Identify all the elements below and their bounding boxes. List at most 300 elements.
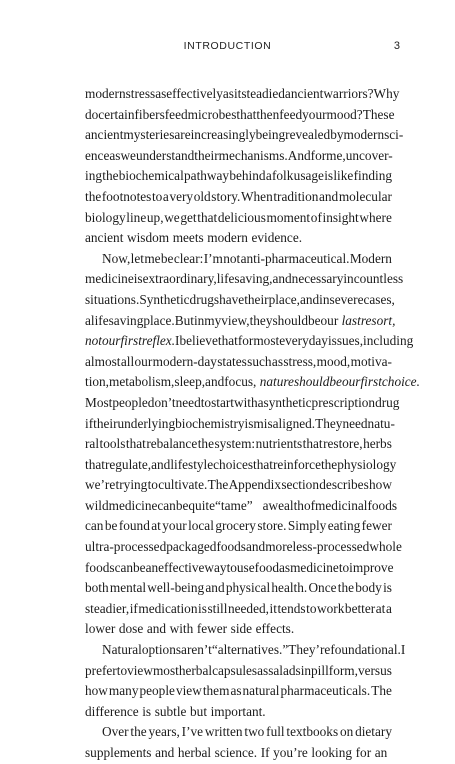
word: describes	[319, 477, 369, 493]
text-line	[85, 105, 395, 126]
word: to	[200, 394, 212, 410]
word: textbooks	[286, 724, 339, 740]
word: ing	[85, 168, 102, 184]
word: medicine	[290, 559, 339, 575]
word: evidence.	[251, 230, 303, 246]
word: situations.	[85, 291, 140, 307]
word: if	[85, 415, 94, 431]
word: with	[169, 621, 194, 637]
word: by	[330, 127, 344, 143]
word: natu-	[367, 415, 395, 431]
text-line	[85, 146, 392, 167]
word: needed,	[227, 600, 269, 616]
word: revealed	[285, 127, 331, 143]
word: for	[237, 333, 254, 349]
word: store.	[257, 518, 287, 534]
word: foods	[367, 497, 398, 513]
text-line	[85, 496, 398, 517]
word: an	[374, 745, 388, 760]
word: that	[236, 106, 257, 122]
word: medicinal	[315, 497, 368, 513]
word: can	[157, 497, 176, 513]
word: looking	[311, 745, 353, 760]
word: I	[175, 333, 180, 349]
word: usage	[293, 168, 324, 184]
word: all	[120, 353, 135, 369]
word: and	[299, 291, 320, 307]
word: options	[141, 642, 182, 658]
text-line	[85, 640, 406, 661]
word: states	[217, 353, 247, 369]
word: mechanisms.	[218, 147, 288, 163]
word: physiology	[337, 456, 397, 472]
text-line	[85, 619, 392, 640]
word: their	[93, 415, 118, 431]
word: increasingly	[190, 127, 256, 143]
word: two	[244, 724, 265, 740]
word: at	[151, 518, 161, 534]
word: how	[369, 477, 392, 493]
word: is	[244, 415, 254, 431]
word: work	[317, 600, 345, 616]
word: me,	[326, 147, 346, 163]
word: should	[272, 312, 308, 328]
word: delicious	[217, 209, 266, 225]
word: almost	[85, 353, 121, 369]
paragraph	[85, 722, 392, 763]
word: like	[333, 168, 354, 184]
text-line	[85, 208, 392, 229]
word: lifestyle	[170, 456, 214, 472]
word: Appendix	[228, 477, 282, 493]
word: If	[260, 745, 270, 760]
word: in	[193, 312, 205, 328]
word: cultivate.	[158, 477, 208, 493]
word: most	[152, 662, 179, 678]
word: pill	[311, 662, 329, 678]
word: lifesaving,	[216, 271, 273, 287]
word: prefer	[85, 662, 117, 678]
word: not	[223, 250, 241, 266]
paragraph	[85, 640, 406, 722]
word: and	[155, 745, 175, 760]
word: difference	[85, 703, 139, 719]
word: that	[253, 456, 273, 472]
word: the	[197, 436, 214, 452]
word: don’t	[147, 394, 176, 410]
word: feed	[164, 106, 188, 122]
word: in	[343, 271, 354, 287]
text-line	[85, 722, 392, 743]
word: warriors?	[323, 86, 374, 101]
text-line	[85, 166, 392, 187]
word: quite	[188, 497, 215, 513]
italic-word: reflex.	[141, 333, 176, 349]
word: nutrients	[255, 436, 303, 452]
word: as	[271, 353, 283, 369]
word: still	[207, 600, 228, 616]
word: trying	[115, 477, 148, 493]
word: a	[385, 600, 392, 616]
word: dietary	[355, 724, 392, 740]
word: Synthetic	[139, 291, 190, 307]
word: The	[371, 683, 392, 699]
word: biology	[85, 209, 126, 225]
text-line	[85, 331, 414, 352]
word: But	[174, 312, 194, 328]
word: restore,	[323, 436, 363, 452]
word: both	[85, 580, 109, 596]
word: of	[303, 497, 316, 513]
word: in	[319, 291, 330, 307]
word: view	[127, 662, 153, 678]
page-number: 3	[393, 40, 400, 52]
word: an	[145, 559, 159, 575]
word: tion,	[85, 374, 110, 390]
italic-word: be	[329, 374, 342, 390]
word: do	[85, 106, 99, 122]
word: biochemical	[118, 168, 184, 184]
word: pathway	[184, 168, 230, 184]
word: very	[169, 188, 194, 204]
word: fewer	[196, 621, 228, 637]
word: steadied	[241, 86, 285, 101]
word: system:	[214, 436, 256, 452]
word: with	[233, 394, 258, 410]
word: them	[202, 683, 230, 699]
word: mysteries	[123, 127, 175, 143]
text-line	[85, 743, 392, 764]
text-line	[85, 434, 392, 455]
text-line	[85, 290, 395, 311]
word: found	[118, 518, 150, 534]
word: as	[222, 86, 234, 101]
word: to	[226, 559, 237, 575]
italic-word: last	[341, 312, 361, 328]
word: When	[240, 188, 273, 204]
word: we	[120, 147, 136, 163]
word: lower	[85, 621, 116, 637]
word: a	[257, 394, 264, 410]
word: be	[133, 559, 146, 575]
word: extraordinary,	[142, 271, 217, 287]
word: metabolism,	[109, 374, 175, 390]
word: folk	[271, 168, 294, 184]
running-head: INTRODUCTION	[183, 40, 272, 52]
word: clear:	[173, 250, 204, 266]
page-header	[0, 40, 455, 60]
word: is	[142, 703, 152, 719]
italic-word: first	[360, 374, 382, 390]
word: to	[306, 600, 317, 616]
word: then	[256, 106, 280, 122]
word: grocery	[215, 518, 256, 534]
word: on	[339, 724, 354, 740]
word: foods	[216, 539, 246, 555]
word: their	[194, 147, 219, 163]
text-line	[85, 558, 392, 579]
word: view,	[221, 312, 250, 328]
word: mental	[109, 580, 147, 596]
word: story.	[211, 188, 241, 204]
word: certain	[98, 106, 135, 122]
word: anti-pharmaceutical.	[240, 250, 350, 266]
word: modern-day	[152, 353, 217, 369]
word: be	[160, 250, 174, 266]
word: that	[85, 456, 105, 472]
word: salads	[268, 662, 301, 678]
word: packaged	[166, 539, 217, 555]
word: necessary	[291, 271, 344, 287]
word: form,	[328, 662, 358, 678]
italic-word: not	[85, 333, 102, 349]
word: if	[129, 600, 138, 616]
word: tradition	[273, 188, 319, 204]
word: drugs	[189, 291, 220, 307]
word: dose	[118, 621, 144, 637]
word: a	[265, 168, 272, 184]
word: most	[253, 333, 280, 349]
italic-word: nature	[259, 374, 294, 390]
word: but	[190, 703, 208, 719]
word: is	[198, 600, 207, 616]
word: we’re	[85, 477, 116, 493]
word: microbes	[187, 106, 237, 122]
text-line	[85, 599, 392, 620]
word: ancient	[85, 127, 124, 143]
word: mood?	[326, 106, 363, 122]
word: steadier,	[85, 600, 130, 616]
word: important.	[210, 703, 266, 719]
word: to	[338, 559, 350, 575]
word: up,	[146, 209, 164, 225]
word: years,	[148, 724, 180, 740]
word: reinforce	[272, 456, 321, 472]
word: modern	[343, 127, 385, 143]
word: a	[162, 188, 169, 204]
word: your	[162, 518, 187, 534]
word: prescription	[311, 394, 376, 410]
word: “tame”	[214, 497, 263, 513]
word: modern	[207, 230, 248, 246]
text-line	[85, 661, 392, 682]
word: countless	[353, 271, 404, 287]
word: ancient	[284, 86, 324, 101]
word: insight	[322, 209, 359, 225]
word: capsules	[212, 662, 258, 678]
text-line	[85, 311, 396, 332]
word: wealth	[268, 497, 304, 513]
word: people	[139, 683, 175, 699]
word: are	[174, 127, 191, 143]
word: Simply	[287, 518, 327, 534]
word: is	[383, 580, 392, 596]
word: place,	[268, 291, 300, 307]
word: that	[125, 436, 146, 452]
word: the	[337, 580, 354, 596]
word: believe	[179, 333, 218, 349]
text-line	[85, 269, 404, 290]
word: moment	[266, 209, 311, 225]
text-line	[85, 249, 392, 270]
word: our	[134, 353, 153, 369]
word: many	[108, 683, 139, 699]
word: fewer	[361, 518, 392, 534]
word: The	[207, 477, 229, 493]
word: use	[236, 559, 255, 575]
word: herbal	[178, 662, 213, 678]
word: meets	[172, 230, 204, 246]
word: They’re	[288, 642, 331, 658]
word: can	[114, 559, 134, 575]
text-line	[85, 414, 395, 435]
word: focus,	[224, 374, 260, 390]
word: it	[233, 86, 242, 101]
text-line	[85, 475, 392, 496]
word: biochemistry	[175, 415, 245, 431]
word: as	[230, 683, 242, 699]
word: a	[262, 497, 269, 513]
word: being	[255, 127, 286, 143]
word: herbs	[363, 436, 392, 452]
word: full	[266, 724, 285, 740]
text-line	[85, 352, 392, 373]
word: where	[359, 209, 392, 225]
word: mood,	[316, 353, 351, 369]
word: fibers	[134, 106, 165, 122]
word: more	[265, 539, 293, 555]
word: as	[109, 147, 121, 163]
word: wild	[85, 497, 109, 513]
word: let	[130, 250, 144, 266]
text-line	[85, 516, 392, 537]
word: way	[204, 559, 227, 575]
word: we	[164, 209, 180, 225]
word: footnotes	[101, 188, 152, 204]
word: “alternatives.”	[211, 642, 289, 658]
word: foundational.	[330, 642, 401, 658]
word: Over	[102, 724, 129, 740]
paragraph	[85, 84, 404, 249]
word: aren’t	[181, 642, 212, 658]
text-line	[85, 372, 420, 393]
word: ence	[85, 147, 110, 163]
word: and	[151, 456, 171, 472]
text-line	[85, 84, 400, 105]
word: the	[130, 724, 147, 740]
word: natural	[242, 683, 280, 699]
word: be	[104, 518, 118, 534]
italic-word: choice.	[381, 374, 420, 390]
word: have	[219, 291, 245, 307]
word: my	[204, 312, 222, 328]
word: regulate,	[104, 456, 152, 472]
word: as	[279, 559, 291, 575]
word: everyday	[279, 333, 328, 349]
word: sci-	[384, 127, 404, 143]
word: including	[363, 333, 414, 349]
word: stress,	[283, 353, 317, 369]
word: body	[355, 580, 382, 596]
word: as	[155, 86, 167, 101]
word: of	[310, 209, 322, 225]
word: science.	[214, 745, 258, 760]
word: finding	[353, 168, 392, 184]
word: wisdom	[126, 230, 170, 246]
word: in	[300, 662, 312, 678]
word: the	[320, 456, 338, 472]
word: Most	[85, 394, 113, 410]
word: They	[315, 415, 343, 431]
word: be	[175, 497, 189, 513]
word: be	[307, 312, 321, 328]
word: your	[302, 106, 327, 122]
text-line	[85, 455, 397, 476]
text-line	[85, 702, 392, 723]
word: issues,	[327, 333, 364, 349]
word: how	[85, 683, 108, 699]
word: is	[133, 271, 143, 287]
word: drug	[375, 394, 400, 410]
word: motiva-	[350, 353, 392, 369]
word: get	[180, 209, 197, 225]
word: foods	[85, 559, 115, 575]
word: such	[247, 353, 272, 369]
word: Now,	[102, 250, 131, 266]
word: whole	[369, 539, 402, 555]
word: herbal	[177, 745, 212, 760]
italic-word: our	[341, 374, 361, 390]
word: Once	[308, 580, 337, 596]
word: our	[320, 312, 342, 328]
word: supplements	[85, 745, 152, 760]
word: and	[272, 271, 292, 287]
word: me	[144, 250, 161, 266]
word: molecular	[338, 188, 392, 204]
word: effectively	[166, 86, 223, 101]
paragraph	[85, 249, 420, 640]
word: uncover-	[345, 147, 393, 163]
word: tends	[277, 600, 306, 616]
word: lifesaving	[90, 312, 144, 328]
word: well-being	[147, 580, 205, 596]
word: severe	[329, 291, 364, 307]
word: ral	[85, 436, 100, 452]
word: and	[146, 621, 167, 637]
word: sleep,	[174, 374, 206, 390]
word: section	[281, 477, 319, 493]
word: to	[116, 662, 128, 678]
word: I	[400, 642, 406, 658]
word: people	[112, 394, 148, 410]
word: the	[102, 168, 119, 184]
word: effects.	[255, 621, 295, 637]
word: at	[375, 600, 386, 616]
word: that	[197, 209, 218, 225]
word: subtle	[154, 703, 187, 719]
word: pharmaceuticals.	[280, 683, 371, 699]
word: and	[319, 188, 339, 204]
text-line	[85, 187, 392, 208]
word: Why	[373, 86, 400, 101]
text-line	[85, 681, 392, 702]
word: I’m	[203, 250, 223, 266]
word: and	[205, 580, 225, 596]
word: choices	[213, 456, 254, 472]
word: modern	[85, 86, 126, 101]
word: a	[85, 312, 91, 328]
word: physical	[225, 580, 271, 596]
